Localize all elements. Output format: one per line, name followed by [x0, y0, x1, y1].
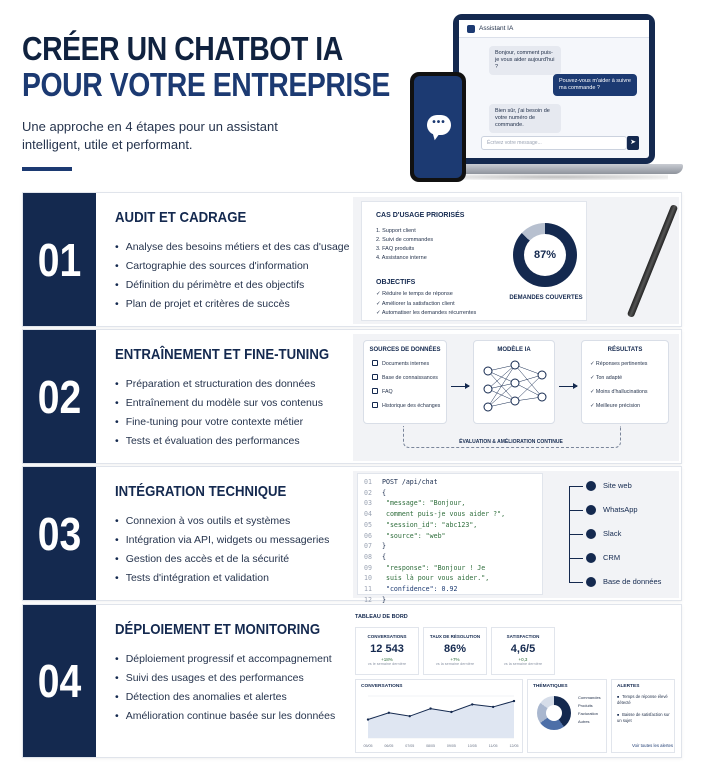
arrow-icon — [451, 386, 469, 387]
kpi-value: 86% — [443, 643, 467, 655]
kpi-label: CONVERSATIONS — [367, 634, 407, 639]
integration-item — [569, 577, 661, 591]
step-number-panel — [23, 193, 96, 326]
step-list-item: • Tests d'intégration et validation — [115, 569, 329, 588]
use-cases-title: CAS D'USAGE PRIORISÉS — [376, 212, 465, 219]
kpi-value: 12 543 — [370, 643, 404, 655]
step-list-item: • Définition du périmètre et des objectifs — [115, 276, 349, 295]
x-tick-label: 09/05 — [446, 744, 456, 748]
chat-window — [459, 20, 649, 158]
step-list — [115, 512, 329, 588]
themes-donut — [537, 696, 571, 730]
step-list — [115, 238, 349, 314]
data-sources-box — [363, 340, 447, 424]
history-icon — [372, 402, 378, 408]
step-list-item: • Fine-tuning pour votre contexte métier — [115, 413, 323, 432]
code-text: "response": "Bonjour ! Je — [382, 563, 486, 572]
objectives-list — [376, 290, 476, 319]
step-list-item: • Entraînement du modèle sur vos contenus — [115, 394, 323, 413]
result-label: Meilleure précision — [595, 403, 641, 409]
use-case-item: 2. Suivi de commandes — [376, 237, 434, 243]
use-cases-card — [361, 201, 587, 321]
ai-model-box — [473, 340, 555, 424]
data-source-label: Historique des échanges — [382, 403, 441, 409]
audit-visual — [353, 197, 679, 324]
ai-model-title: MODÈLE IA — [497, 347, 531, 353]
faq-icon — [372, 388, 378, 394]
conversations-point — [367, 718, 369, 720]
dashboard-title: TABLEAU DE BORD — [355, 614, 408, 620]
assistant-icon — [467, 25, 475, 33]
database-icon — [586, 577, 596, 587]
theme-legend-item: Facturation — [578, 711, 599, 716]
kpi-label: SATISFACTION — [506, 634, 540, 639]
code-text: } — [382, 595, 386, 604]
step-card-3 — [22, 466, 682, 604]
line-number: 02 — [364, 488, 372, 497]
line-number: 06 — [364, 531, 372, 540]
x-tick-label: 10/05 — [467, 744, 477, 748]
data-sources-title: SOURCES DE DONNÉES — [369, 347, 441, 353]
x-tick-label: 12/05 — [509, 744, 519, 748]
data-source-item — [372, 371, 446, 385]
code-text: POST /api/chat — [382, 478, 438, 486]
conversations-chart-title: CONVERSATIONS — [361, 684, 403, 689]
coverage-donut — [513, 223, 577, 287]
view-all-alerts-link[interactable]: Voir toutes les alertes — [632, 743, 674, 748]
step-list-item: • Intégration via API, widgets ou messageries — [115, 531, 329, 550]
line-number: 07 — [364, 542, 372, 551]
data-source-label: FAQ — [382, 389, 393, 395]
result-item: ✓ Moins d'hallucinations — [590, 389, 648, 395]
whatsapp-icon — [586, 505, 596, 515]
phone-illustration — [410, 72, 466, 182]
step-number-panel — [23, 605, 96, 757]
slack-icon — [586, 529, 596, 539]
result-item: ✓ Meilleure précision — [590, 403, 641, 409]
theme-legend-item: Produits — [578, 703, 593, 708]
themes-legend — [578, 694, 601, 726]
conversations-point — [388, 712, 390, 714]
step-list-item: • Gestion des accès et de la sécurité — [115, 550, 329, 569]
data-sources-list — [372, 357, 446, 413]
laptop-shadow — [440, 174, 668, 180]
kpi-delta: +7% — [450, 657, 460, 662]
kpi-label: TAUX DE RÉSOLUTION — [429, 634, 481, 639]
phone-screen — [414, 76, 462, 178]
line-number: 08 — [364, 552, 372, 561]
conversations-chart-panel — [355, 679, 523, 753]
alerts-panel — [611, 679, 675, 753]
chat-bubble-bot: Bien sûr, j'ai besoin de votre numéro de commande. — [489, 104, 561, 133]
x-tick-label: 07/05 — [405, 744, 415, 748]
conversations-point — [429, 707, 431, 709]
alert-item: ■ Baisse de satisfaction sur un sujet — [617, 712, 674, 723]
themes-title: THÉMATIQUES — [533, 684, 568, 689]
results-title: RÉSULTATS — [607, 347, 643, 353]
integration-item — [569, 481, 632, 495]
code-line — [364, 584, 542, 595]
step-list-item: • Déploiement progressif et accompagnement — [115, 650, 335, 669]
step-number: 01 — [37, 233, 82, 286]
page-title-line-2: POUR VOTRE ENTREPRISE — [22, 66, 390, 103]
code-line — [364, 509, 542, 520]
kpi-card — [491, 627, 555, 675]
database-icon — [372, 374, 378, 380]
step-title: DÉPLOIEMENT ET MONITORING — [115, 621, 321, 638]
code-line — [364, 498, 542, 509]
code-text: "source": "web" — [382, 531, 446, 540]
line-number: 01 — [364, 478, 372, 486]
objective-text: Réduire le temps de réponse — [382, 291, 453, 297]
code-text: { — [382, 488, 386, 497]
neural-network-icon — [474, 353, 556, 423]
objective-item: ✓ Améliorer la satisfaction client — [376, 300, 455, 307]
use-case-item: 4. Assistance interne — [376, 255, 427, 261]
objectives-title: OBJECTIFS — [376, 279, 416, 286]
line-number: 04 — [364, 510, 372, 519]
result-label: Ton adapté — [595, 375, 623, 381]
integration-label: Site web — [603, 481, 632, 490]
code-text: { — [382, 552, 386, 561]
line-number: 12 — [364, 595, 372, 604]
feedback-loop-label: ÉVALUATION & AMÉLIORATION CONTINUE — [411, 439, 611, 445]
themes-panel — [527, 679, 607, 753]
chat-message-input: Écrivez votre message... — [481, 136, 627, 150]
conversations-line-chart — [356, 690, 522, 754]
integration-label: Base de données — [603, 577, 662, 586]
result-label: Réponses pertinentes — [595, 361, 648, 367]
coverage-label: DEMANDES COUVERTES — [509, 295, 583, 301]
step-number-panel — [23, 330, 96, 463]
theme-legend-item: Autres — [578, 719, 590, 724]
objective-item: ✓ Automatiser les demandes récurrentes — [376, 310, 477, 316]
line-number: 03 — [364, 499, 372, 508]
result-label: Moins d'hallucinations — [595, 389, 648, 395]
data-source-label: Base de connaissances — [382, 375, 438, 381]
integration-item — [569, 505, 638, 519]
kpi-card — [355, 627, 419, 675]
step-number: 04 — [37, 655, 82, 707]
conversations-point — [471, 703, 473, 705]
data-source-item — [372, 399, 446, 413]
chat-header-title: Assistant IA — [479, 25, 514, 32]
code-text: comment puis-je vous aider ?", — [382, 510, 506, 519]
theme-legend-item: Commandes — [578, 695, 601, 700]
coverage-value: 87% — [524, 234, 566, 276]
step-number: 03 — [37, 507, 82, 560]
user-icon — [586, 553, 596, 563]
chat-bubble-icon: ••• — [427, 115, 451, 135]
code-text: "confidence": 0.92 — [382, 585, 458, 594]
integration-label: WhatsApp — [603, 505, 638, 514]
code-line — [364, 573, 542, 584]
kpi-value: 4,6/5 — [510, 643, 536, 655]
page-title-line-1: CRÉER UN CHATBOT IA — [22, 30, 343, 67]
code-line — [364, 552, 542, 563]
line-number: 10 — [364, 574, 372, 583]
results-list — [590, 357, 668, 413]
document-icon — [372, 360, 378, 366]
dashboard-visual — [353, 609, 679, 757]
step-list-item: • Analyse des besoins métiers et des cas d'usage — [115, 238, 349, 257]
code-line — [364, 477, 542, 488]
objective-text: Améliorer la satisfaction client — [381, 300, 455, 307]
data-source-item — [372, 357, 446, 371]
step-list-item: • Détection des anomalies et alertes — [115, 688, 335, 707]
laptop-illustration — [453, 14, 655, 164]
line-number: 05 — [364, 520, 372, 529]
integration-label: CRM — [603, 553, 621, 562]
step-list — [115, 650, 335, 726]
title-underline — [22, 167, 72, 171]
globe-icon — [586, 481, 596, 491]
code-text: suis là pour vous aider.", — [382, 574, 490, 583]
code-line — [364, 531, 542, 542]
step-number: 02 — [37, 370, 82, 423]
code-text: "message": "Bonjour, — [382, 499, 466, 508]
code-line — [364, 563, 542, 574]
code-text: } — [382, 542, 386, 551]
step-list-item: • Cartographie des sources d'information — [115, 257, 349, 276]
code-text: "session_id": "abc123", — [382, 520, 478, 529]
step-title: INTÉGRATION TECHNIQUE — [115, 483, 287, 500]
result-item: ✓ Ton adapté — [590, 375, 623, 381]
step-list-item: • Connexion à vos outils et systèmes — [115, 512, 329, 531]
step-list-item: • Tests et évaluation des performances — [115, 432, 323, 451]
data-source-item — [372, 385, 446, 399]
conversations-point — [409, 715, 411, 717]
integration-label: Slack — [603, 529, 622, 538]
chat-bubble-bot: Bonjour, comment puis-je vous aider aujourd'hui ? — [489, 46, 561, 75]
objective-item: ✓ Réduire le temps de réponse — [376, 291, 453, 297]
step-number-panel — [23, 467, 96, 600]
kpi-card — [423, 627, 487, 675]
x-tick-label: 11/05 — [488, 744, 498, 748]
code-line — [364, 520, 542, 531]
api-code-block — [357, 473, 543, 604]
page-subtitle: Une approche en 4 étapes pour un assistant intelligent, utile et performant. — [22, 119, 278, 152]
step-card-2 — [22, 329, 682, 464]
chat-bubble-user: Pouvez-vous m'aider à suivre ma commande ? — [553, 74, 637, 96]
alert-item: ■ Temps de réponse élevé détecté — [617, 694, 674, 705]
step-list-item: • Préparation et structuration des données — [115, 375, 323, 394]
kpi-sub: vs la semaine dernière — [435, 662, 475, 666]
send-icon: ➤ — [627, 136, 639, 150]
kpi-delta: +18% — [381, 657, 393, 662]
conversations-point — [450, 711, 452, 713]
step-card-4 — [22, 604, 682, 758]
use-case-item: 3. FAQ produits — [376, 246, 415, 252]
step-list-item: • Plan de projet et critères de succès — [115, 295, 349, 314]
line-number: 11 — [364, 585, 372, 594]
integration-item — [569, 553, 620, 567]
step-list-item: • Amélioration continue basée sur les données — [115, 707, 335, 726]
integration-visual — [353, 471, 679, 604]
kpi-delta: +0,3 — [518, 657, 528, 662]
step-list-item: • Suivi des usages et des performances — [115, 669, 335, 688]
alerts-title: ALERTES — [617, 684, 640, 689]
use-cases-list — [376, 227, 433, 263]
x-tick-label: 06/05 — [384, 744, 394, 748]
x-tick-label: 08/05 — [426, 744, 436, 748]
use-case-item: 1. Support client — [376, 228, 416, 234]
kpi-sub: vs la semaine dernière — [503, 662, 543, 666]
line-number: 09 — [364, 563, 372, 572]
step-card-1 — [22, 192, 682, 327]
step-list — [115, 375, 323, 451]
conversations-point — [513, 700, 515, 702]
result-item: ✓ Réponses pertinentes — [590, 361, 648, 367]
x-tick-label: 05/05 — [363, 744, 373, 748]
conversations-point — [492, 706, 494, 708]
results-box — [581, 340, 669, 424]
kpi-sub: vs le semaine dernière — [367, 662, 407, 666]
chat-header — [459, 20, 649, 38]
arrow-icon — [559, 386, 577, 387]
objective-text: Automatiser les demandes récurrentes — [381, 310, 477, 316]
code-line — [364, 541, 542, 552]
training-visual — [353, 334, 679, 461]
pen-icon — [627, 204, 678, 318]
integration-item — [569, 529, 621, 543]
step-title: AUDIT ET CADRAGE — [115, 209, 247, 226]
code-line — [364, 488, 542, 499]
step-title: ENTRAÎNEMENT ET FINE-TUNING — [115, 346, 330, 363]
data-source-label: Documents internes — [382, 361, 430, 367]
